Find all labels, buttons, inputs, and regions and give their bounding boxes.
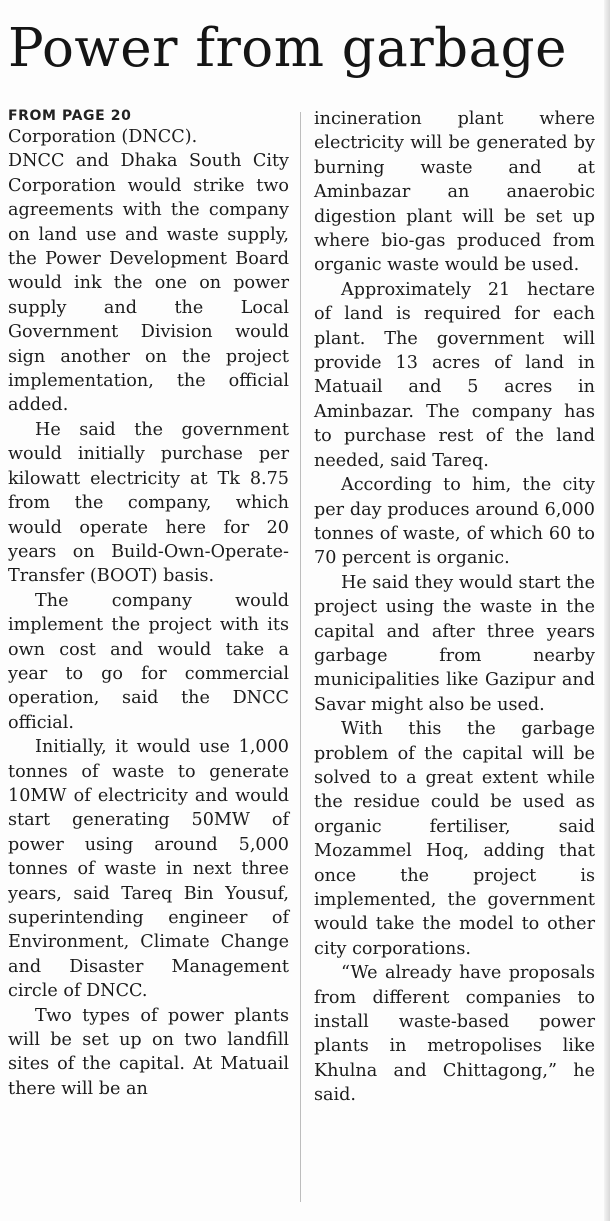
paragraph: Two types of power plants will be set up on two landfill sites of the capital. At Matuail there will be an [8,1005,289,1099]
paragraph: Approximately 21 hectare of land is required for each plant. The government will provide 13 acres of land in Matuail and 5 acres in Aminbazar. The company has to purchase rest of the land needed, said Tareq. [314,279,595,471]
paragraph: “We already have proposals from different companies to install waste-based power plants in metropolises like Khulna and Chittagong,” he said. [314,963,595,1106]
right-column [314,107,595,1108]
paragraph: The company would implement the project with its own cost and would take a year to go for commercial operation, said the DNCC official. [8,590,289,733]
left-column [8,108,289,1101]
paragraph: He said they would start the project using the waste in the capital and after three years garbage from nearby municipalities like Gazipur and Savar might also be used. [314,572,595,715]
paragraph: He said the government would initially purchase per kilowatt electricity at Tk 8.75 from the company, which would operate here for 20 years on Build-Own-Operate-Transfer (BOOT) basis. [8,419,289,587]
paragraph: incineration plant where electricity will be generated by burning waste and at Aminbazar an anaerobic digestion plant will be set up where bio-gas produced from organic waste would be used. [314,109,595,276]
page-reference: FROM PAGE 20 [8,108,132,124]
paragraph: Initially, it would use 1,000 tonnes of waste to generate 10MW of electricity and would start generating 50MW of power using around 5,000 tonnes of waste in next three years, said Tareq Bin Yousuf, superintending engineer of Environment, Climate Change and Disaster Management circle of DNCC. [8,737,289,1002]
paragraph: Corporation (DNCC). [8,127,198,147]
paragraph: DNCC and Dhaka South City Corporation would strike two agreements with the company on land use and waste supply, the Power Development Board would ink the one on power supply and the Local Government Division would sign another on the project implementation, the official added. [8,151,289,416]
paragraph: With this the garbage problem of the capital will be solved to a great extent while the residue could be used as organic fertiliser, said Mozammel Hoq, adding that once the project is implemented, the government would take the model to other city corporations. [314,719,595,959]
article-headline: Power from garbage [8,18,567,79]
page-edge [604,0,610,1221]
column-divider [300,112,301,1202]
paragraph: According to him, the city per day produces around 6,000 tonnes of waste, of which 60 to 70 percent is organic. [314,475,595,569]
